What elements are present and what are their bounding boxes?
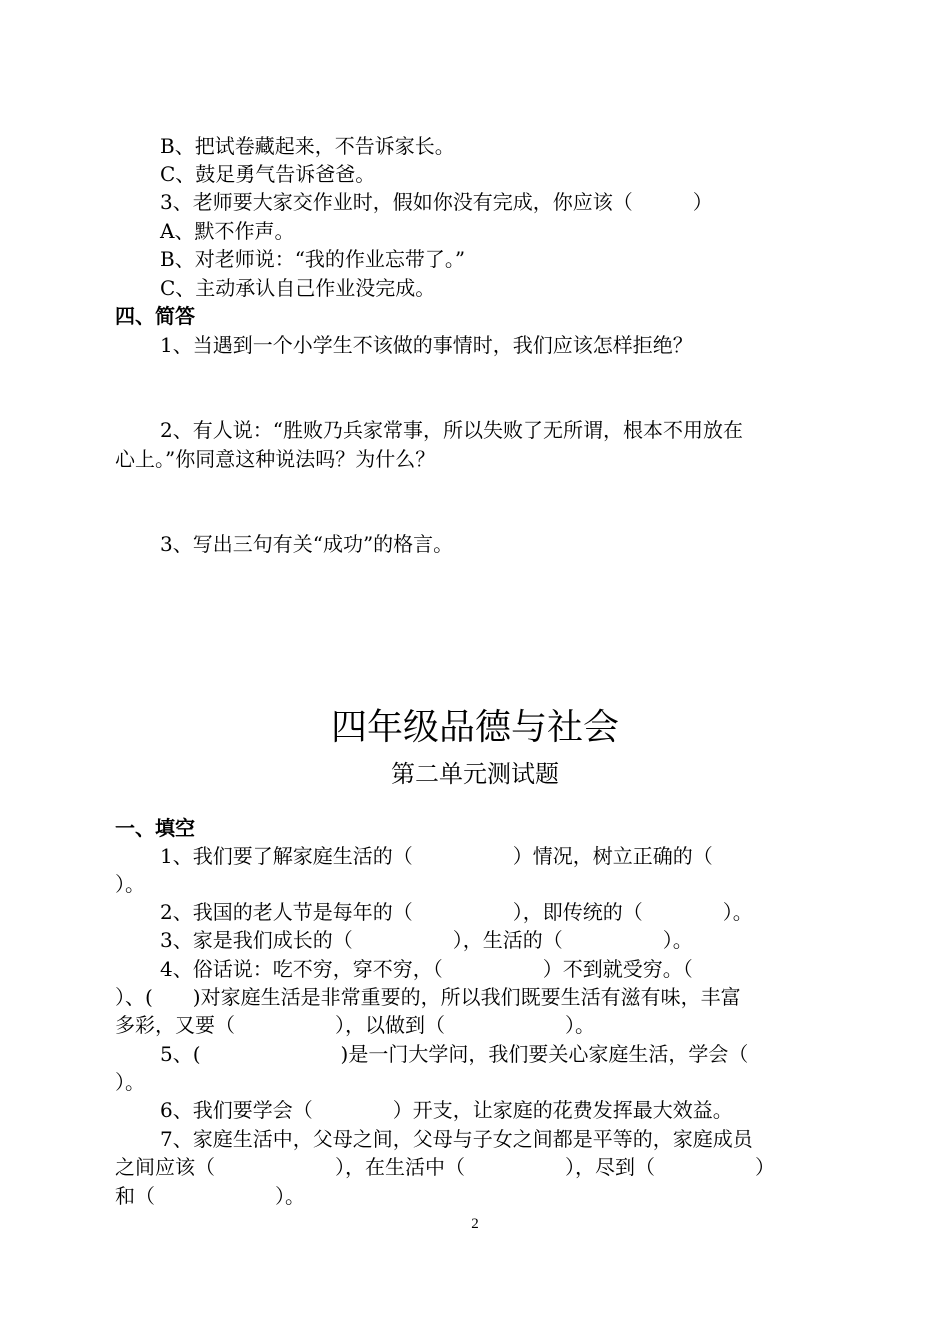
question-line: 6、我们要学会（ ）开支，让家庭的花费发挥最大效益。 (160, 1098, 733, 1122)
section-heading: 一、填空 (115, 816, 195, 840)
page-subtitle: 第二单元测试题 (391, 760, 559, 788)
option-line: C、鼓足勇气告诉爸爸。 (160, 162, 376, 186)
question-line: ）。 (115, 872, 145, 896)
option-line: C、主动承认自己作业没完成。 (160, 276, 436, 300)
page-title: 四年级品德与社会 (330, 707, 619, 748)
question-line: 4、俗话说：吃不穷，穿不穷，（ ）不到就受穷。（ (160, 957, 693, 981)
question-line: 2、有人说：“胜败乃兵家常事，所以失败了无所谓，根本不用放在 (160, 418, 743, 442)
question-line: 多彩，又要（ ），以做到（ ）。 (115, 1013, 595, 1037)
question-line: 3、写出三句有关“成功”的格言。 (160, 532, 454, 556)
page-number: 2 (471, 1216, 479, 1232)
question-line: 1、当遇到一个小学生不该做的事情时，我们应该怎样拒绝？ (160, 333, 693, 357)
question-line: 2、我国的老人节是每年的（ ），即传统的（ ）。 (160, 900, 753, 924)
question-line: 5、( )是一门大学问，我们要关心家庭生活，学会（ (160, 1042, 749, 1066)
question-line: ）。 (115, 1070, 145, 1094)
section-heading: 四、简答 (115, 304, 195, 328)
question-line: 1、我们要了解家庭生活的（ ）情况，树立正确的（ (160, 844, 713, 868)
question-line: 心上。”你同意这种说法吗？为什么？ (115, 447, 436, 471)
option-line: B、把试卷藏起来，不告诉家长。 (160, 134, 455, 158)
question-line: 3、老师要大家交作业时，假如你没有完成，你应该（ ） (160, 190, 713, 214)
question-line: 3、家是我们成长的（ ），生活的（ ）。 (160, 928, 693, 952)
question-line: 之间应该（ ），在生活中（ ），尽到（ ） (115, 1155, 775, 1179)
option-line: A、默不作声。 (160, 219, 295, 243)
question-line: ）、( )对家庭生活是非常重要的，所以我们既要生活有滋有味，丰富 (115, 985, 741, 1009)
question-line: 和（ ）。 (115, 1184, 305, 1208)
option-line: B、对老师说：“我的作业忘带了。” (160, 247, 466, 271)
question-line: 7、家庭生活中，父母之间，父母与子女之间都是平等的，家庭成员 (160, 1127, 753, 1151)
